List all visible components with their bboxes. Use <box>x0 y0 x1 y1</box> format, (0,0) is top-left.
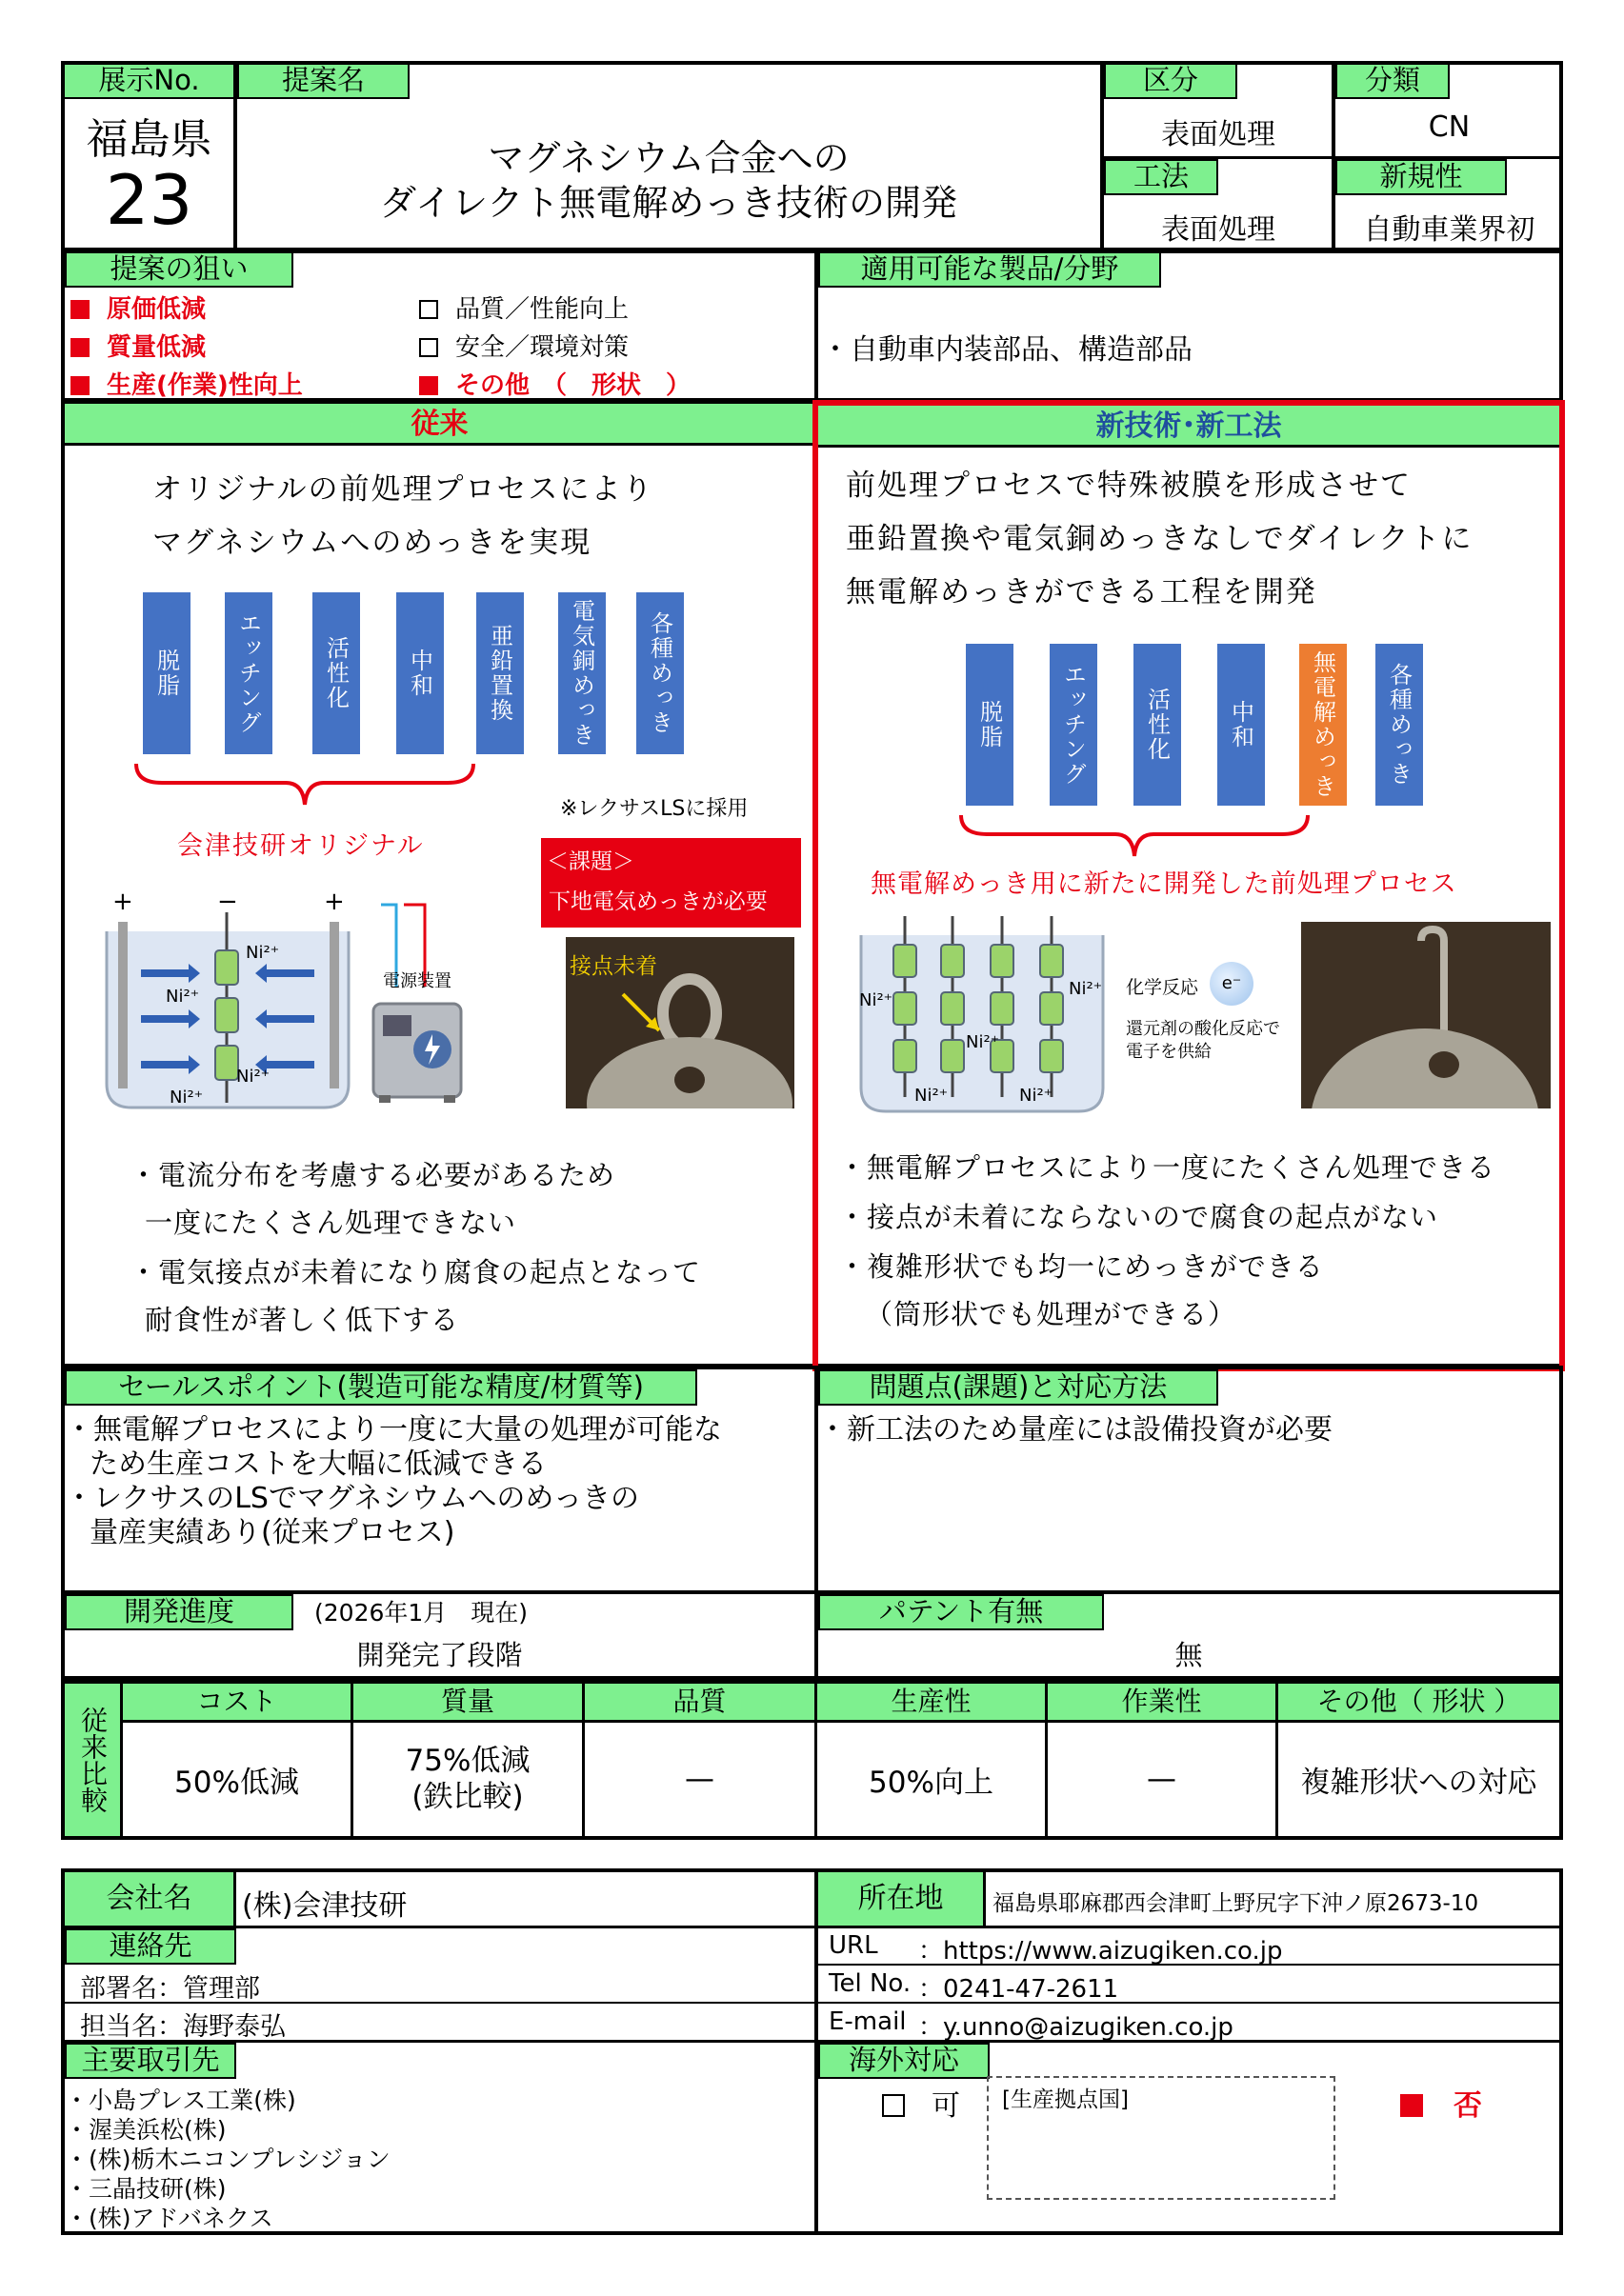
lexus-note: ※レクサスLSに採用 <box>560 797 749 821</box>
mail-label: E-mail <box>829 2007 907 2036</box>
issues-label: 問題点(課題)と対応方法 <box>818 1369 1218 1406</box>
conventional-desc: マグネシウムへのめっきを実現 <box>152 526 592 560</box>
process-step-new: 無電解めっき <box>1299 644 1347 806</box>
overseas-label: 海外対応 <box>818 2043 990 2079</box>
ni-ion-label: Ni²⁺ <box>1019 1086 1053 1106</box>
comparison-header: 作業性 <box>1045 1684 1275 1720</box>
progress-value: 開発完了段階 <box>356 1639 523 1671</box>
new-method-header: 新技術･新工法 <box>818 406 1559 448</box>
comparison-value: 50%向上 <box>814 1722 1045 1836</box>
address-label: 所在地 <box>818 1872 983 1926</box>
company-name: (株)会津技研 <box>242 1889 408 1923</box>
issue-text: 下地電気めっきが必要 <box>549 889 768 914</box>
comparison-value: 75%低減 (鉄比較) <box>351 1722 582 1836</box>
ni-ion-label: Ni²⁺ <box>914 1086 949 1106</box>
category-value: 表面処理 <box>1161 118 1275 151</box>
ni-ion-label: Ni²⁺ <box>166 987 200 1007</box>
partner-item: ・渥美浜松(株) <box>65 2116 227 2144</box>
minus-sign: − <box>217 888 238 916</box>
conventional-bullet: 耐食性が著しく低下する <box>145 1304 460 1336</box>
process-step: エッチング <box>1050 644 1097 806</box>
new-desc: 無電解めっきができる工程を開発 <box>846 575 1317 609</box>
aim-item: その他 （ 形状 ） <box>419 366 691 401</box>
process-step: 活性化 <box>312 592 360 754</box>
tel-label: Tel No. <box>829 1969 912 1998</box>
ni-ion-label: Ni²⁺ <box>966 1032 1000 1052</box>
process-step: 各種めっき <box>1375 644 1423 806</box>
page-title-line1: マグネシウム合金への <box>488 137 850 179</box>
overseas-no: 否 <box>1400 2082 1482 2124</box>
partners-label: 主要取引先 <box>65 2043 236 2079</box>
partner-item: ・小島プレス工業(株) <box>65 2086 296 2114</box>
company-address: 福島県耶麻郡西会津町上野尻字下沖ノ原2673-10 <box>992 1891 1479 1916</box>
url-link[interactable]: ：https://www.aizugiken.co.jp <box>918 1937 1283 1966</box>
new-desc: 前処理プロセスで特殊被膜を形成させて <box>846 469 1412 503</box>
dept: 部署名：管理部 <box>80 1974 260 2004</box>
new-bullet: （筒形状でも処理ができる） <box>865 1298 1237 1330</box>
overseas-yes-checkbox <box>882 2094 905 2117</box>
aim-item: 品質／性能向上 <box>419 289 629 325</box>
process-label: 工法 <box>1104 159 1218 195</box>
proposal-name-label: 提案名 <box>237 63 410 99</box>
process-value: 表面処理 <box>1161 213 1275 247</box>
person: 担当名：海野泰弘 <box>80 2012 286 2042</box>
classification-value: CN <box>1428 110 1471 144</box>
comparison-side-label: 従来比較 <box>65 1684 120 1836</box>
ni-ion-label: Ni²⁺ <box>236 1067 271 1087</box>
comparison-value: — <box>1045 1722 1275 1836</box>
issue-line: ・新工法のため量産には設備投資が必要 <box>818 1413 1333 1447</box>
comparison-value: — <box>582 1722 814 1836</box>
new-bullet: ・接点が未着にならないので腐食の起点がない <box>838 1201 1439 1233</box>
comparison-header: 品質 <box>582 1684 814 1720</box>
process-step: 活性化 <box>1133 644 1181 806</box>
new-bracket-label: 無電解めっき用に新たに開発した前処理プロセス <box>871 869 1457 899</box>
bracket-icon <box>133 762 476 809</box>
plus-sign: + <box>324 888 345 916</box>
electron-icon: e⁻ <box>1210 962 1253 1006</box>
aim-item: 原価低減 <box>70 289 206 325</box>
partner-item: ・三晶技研(株) <box>65 2175 227 2203</box>
new-desc: 亜鉛置換や電気銅めっきなしでダイレクトに <box>846 522 1474 556</box>
comparison-header: 質量 <box>351 1684 582 1720</box>
process-step: 亜鉛置換 <box>476 592 524 754</box>
selling-point-line: 量産実績あり(従来プロセス) <box>90 1516 455 1549</box>
overseas-yes: 可 <box>882 2082 960 2124</box>
chem-desc: 還元剤の酸化反応で <box>1126 1019 1280 1039</box>
patent-label: パテント有無 <box>818 1594 1104 1630</box>
classification-label: 分類 <box>1335 63 1450 99</box>
applicable-label: 適用可能な製品/分野 <box>818 251 1161 288</box>
process-step: エッチング <box>225 592 272 754</box>
prefecture: 福島県 <box>86 115 212 164</box>
production-base-label: [生産拠点国] <box>1002 2087 1129 2112</box>
contact-photo <box>566 937 794 1108</box>
process-step: 電気銅めっき <box>558 592 606 754</box>
url-label: URL <box>829 1931 878 1960</box>
comparison-header: 生産性 <box>814 1684 1045 1720</box>
selling-points-label: セールスポイント(製造可能な精度/材質等) <box>65 1369 697 1406</box>
plus-sign: + <box>112 888 133 916</box>
tel-value: ：0241-47-2611 <box>918 1975 1119 2004</box>
company-name-label: 会社名 <box>65 1872 233 1926</box>
aim-item: 生産(作業)性向上 <box>70 366 303 401</box>
comparison-header: その他（ 形状 ） <box>1275 1684 1559 1720</box>
process-step: 中和 <box>1217 644 1265 806</box>
power-supply-icon <box>370 1000 465 1105</box>
selling-point-line: ため生産コストを大幅に低減できる <box>90 1447 547 1481</box>
progress-date: (2026年1月 現在) <box>314 1599 529 1627</box>
bracket-icon <box>958 813 1311 861</box>
process-step: 各種めっき <box>636 592 684 754</box>
power-supply-label: 電源装置 <box>383 971 451 991</box>
aims-label: 提案の狙い <box>65 251 293 288</box>
patent-value: 無 <box>1174 1639 1203 1671</box>
bracket-label: 会津技研オリジナル <box>177 831 425 861</box>
issue-box <box>541 838 801 928</box>
partner-item: ・(株)アドバネクス <box>65 2205 273 2232</box>
ni-ion-label: Ni²⁺ <box>246 943 280 963</box>
comparison-value: 50%低減 <box>120 1722 351 1836</box>
process-step: 脱脂 <box>966 644 1013 806</box>
conventional-desc: オリジナルの前処理プロセスにより <box>152 472 654 507</box>
aim-item: 安全／環境対策 <box>419 328 629 363</box>
comparison-header: コスト <box>120 1684 351 1720</box>
hook-photo <box>1301 922 1551 1108</box>
exhibit-no-label: 展示No. <box>63 63 235 99</box>
ni-ion-label: Ni²⁺ <box>859 990 893 1010</box>
contact-label: 接点未着 <box>570 954 657 979</box>
partner-item: ・(株)栃木ニコンプレシジョン <box>65 2146 391 2173</box>
new-bullet: ・無電解プロセスにより一度にたくさん処理できる <box>838 1151 1496 1184</box>
novelty-value: 自動車業界初 <box>1363 213 1535 247</box>
process-step: 中和 <box>396 592 444 754</box>
ni-ion-label: Ni²⁺ <box>170 1088 204 1108</box>
issue-title: ＜課題＞ <box>547 849 634 874</box>
conventional-bullet: ・電流分布を考慮する必要があるため <box>130 1159 616 1191</box>
selling-point-line: ・レクサスのLSでマグネシウムへのめっきの <box>65 1482 640 1515</box>
conventional-header: 従来 <box>65 404 814 446</box>
novelty-label: 新規性 <box>1335 159 1507 195</box>
conventional-bullet: 一度にたくさん処理できない <box>145 1207 517 1239</box>
chemical-reaction-label: 化学反応 <box>1126 977 1199 998</box>
electroless-bath-icon <box>857 916 1107 1116</box>
page-title-line2: ダイレクト無電解めっき技術の開発 <box>379 182 958 224</box>
contact-label: 連絡先 <box>65 1928 236 1965</box>
category-label: 区分 <box>1104 63 1237 99</box>
electroplating-bath-icon <box>103 912 352 1112</box>
exhibit-no: 23 <box>105 160 193 240</box>
selling-point-line: ・無電解プロセスにより一度に大量の処理が可能な <box>65 1413 722 1447</box>
process-step: 脱脂 <box>143 592 190 754</box>
comparison-value: 複雑形状への対応 <box>1275 1722 1559 1836</box>
mail-link[interactable]: ：y.unno@aizugiken.co.jp <box>918 2013 1233 2042</box>
ni-ion-label: Ni²⁺ <box>1069 979 1103 999</box>
production-base-box <box>987 2076 1335 2200</box>
aim-item: 質量低減 <box>70 328 206 363</box>
conventional-bullet: ・電気接点が未着になり腐食の起点となって <box>130 1256 702 1288</box>
chem-desc: 電子を供給 <box>1126 1042 1212 1062</box>
new-bullet: ・複雑形状でも均一にめっきができる <box>838 1250 1324 1283</box>
applicable-text: ・自動車内装部品、構造部品 <box>821 333 1193 367</box>
progress-label: 開発進度 <box>65 1594 293 1630</box>
